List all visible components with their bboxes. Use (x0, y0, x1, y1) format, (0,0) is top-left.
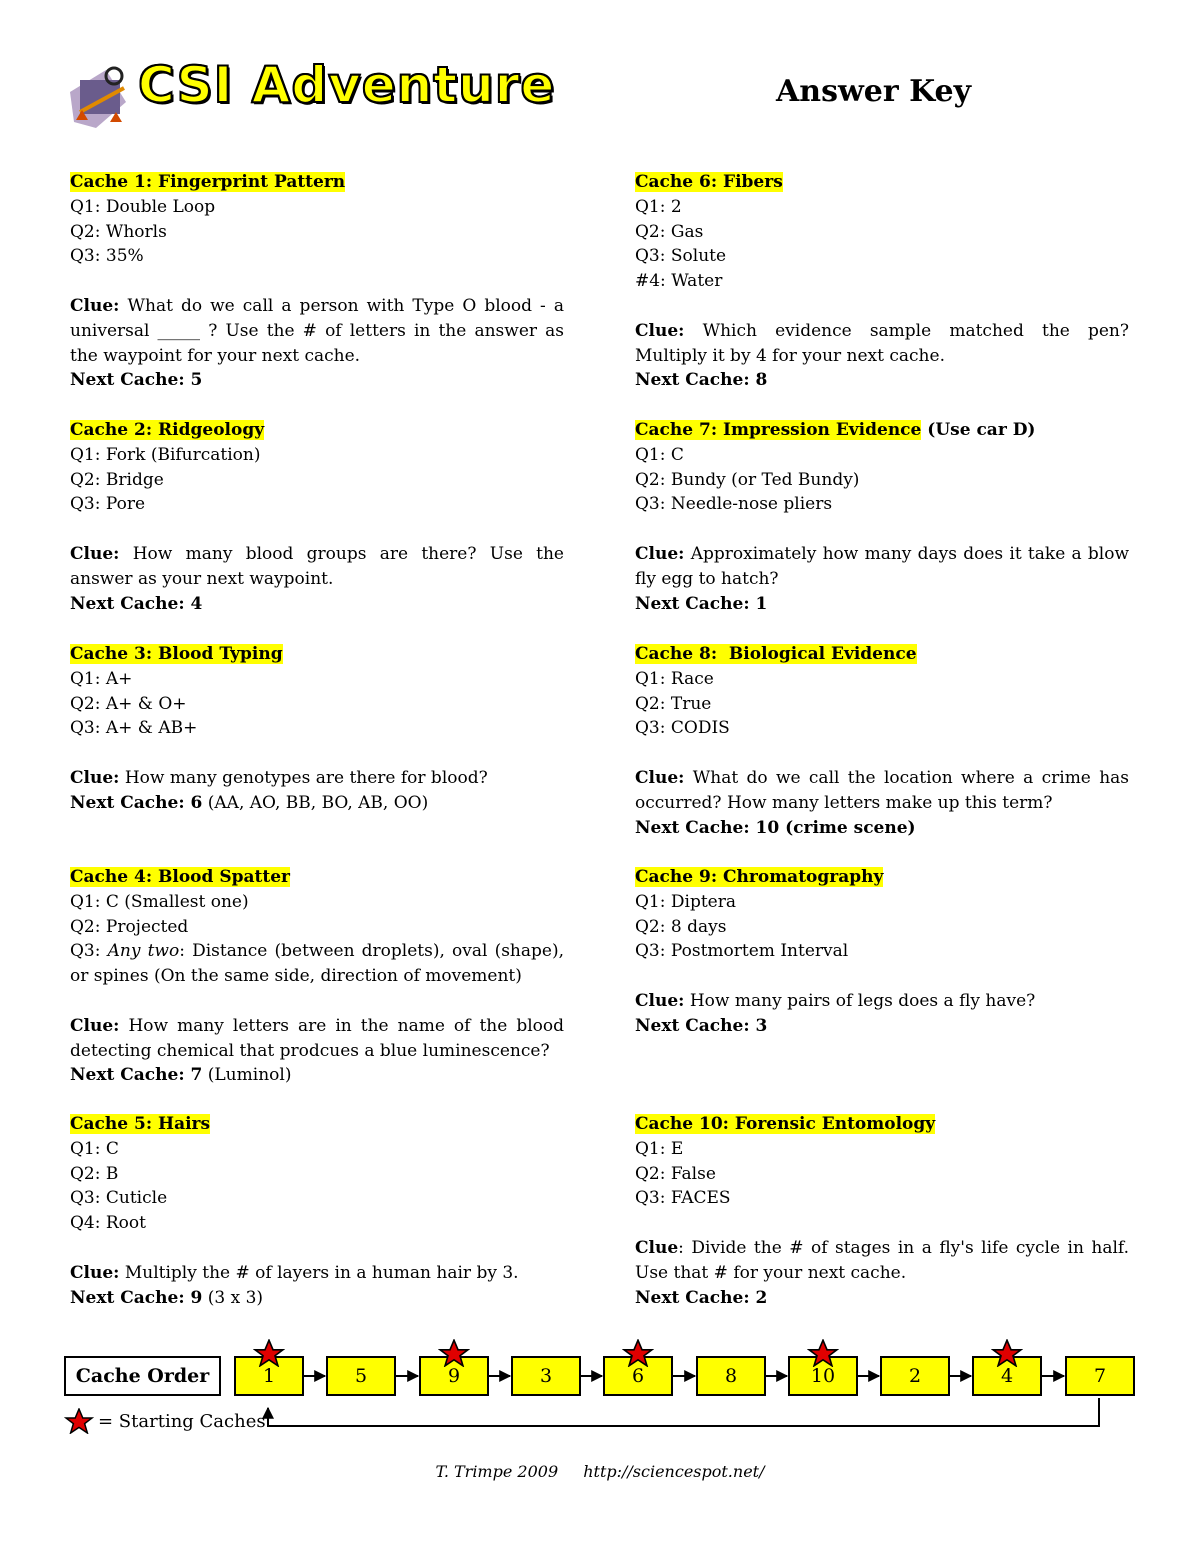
answer-line: Q2: A+ & O+ (70, 693, 187, 714)
cache-2-block (70, 418, 564, 616)
answer-line: Q2: Projected (70, 916, 189, 937)
answer-line: Q2: Bridge (70, 469, 164, 490)
footer-author: T. Trimpe 2009 (435, 1462, 559, 1481)
clue-text: Clue: What do we call a person with Type O blood - a universal _____ ? Use the # of letters in the answer as the waypoint for your next cache. (70, 295, 564, 366)
answer-line: Q4: Root (70, 1213, 146, 1234)
answer-line: Q3: Any two: Distance (between droplets), oval (shape), or spines (On the same side, direction of movement) (70, 941, 564, 987)
cache-order-box: 4 (972, 1356, 1042, 1396)
loop-back-arrow (268, 1398, 1099, 1426)
magnifier-figure-icon (70, 68, 126, 128)
answer-line: Q1: A+ (70, 668, 133, 689)
answer-line: Q2: False (635, 1163, 716, 1184)
cache-heading: Cache 1: Fingerprint Pattern (70, 172, 346, 192)
next-cache: Next Cache: 3 (635, 1015, 768, 1036)
next-cache: Next Cache: 6 (AA, AO, BB, BO, AB, OO) (70, 792, 429, 813)
cache-10-block (635, 1112, 1129, 1310)
cache-4-block (70, 865, 564, 1088)
logo-title: CSI Adventure (138, 56, 556, 114)
clue-text: Clue: Multiply the # of layers in a human hair by 3. (70, 1262, 519, 1283)
cache-order-box: 8 (696, 1356, 766, 1396)
cache-order-box: 6 (603, 1356, 673, 1396)
answer-line: Q1: C (635, 444, 684, 465)
cache-order-box: 3 (511, 1356, 581, 1396)
cache-order-box: 10 (788, 1356, 858, 1396)
cache-heading: Cache 3: Blood Typing (70, 644, 283, 664)
cache-6-block (635, 170, 1129, 393)
footer (0, 1462, 1200, 1481)
legend-text: = Starting Caches (98, 1410, 266, 1432)
answer-line: Q1: E (635, 1138, 684, 1159)
answer-line: Q1: Fork (Bifurcation) (70, 444, 261, 465)
answer-line: Q2: True (635, 693, 712, 714)
star-icon (991, 1339, 1023, 1367)
cache-heading: Cache 5: Hairs (70, 1114, 211, 1134)
clue-text: Clue: Approximately how many days does it take a blow fly egg to hatch? (635, 543, 1129, 589)
answer-line: Q2: 8 days (635, 916, 727, 937)
answer-line: Q2: Gas (635, 221, 704, 242)
cache-3-block (70, 642, 564, 816)
cache-order-label: Cache Order (64, 1356, 221, 1396)
answer-line: Q3: 35% (70, 246, 144, 267)
answer-line: Q3: CODIS (635, 718, 730, 739)
cache-heading: Cache 4: Blood Spatter (70, 867, 290, 887)
cache-heading: Cache 7: Impression Evidence (635, 420, 922, 440)
answer-line: Q1: 2 (635, 196, 682, 217)
cache-8-block (635, 642, 1129, 840)
answer-line: Q2: Bundy (or Ted Bundy) (635, 469, 860, 490)
star-icon (64, 1408, 94, 1434)
cache-order-box: 1 (234, 1356, 304, 1396)
next-cache: Next Cache: 9 (3 x 3) (70, 1287, 264, 1308)
next-cache: Next Cache: 2 (635, 1287, 768, 1308)
page-title: Answer Key (776, 74, 972, 109)
clue-text: Clue: How many pairs of legs does a fly have? (635, 990, 1036, 1011)
clue-text: Clue: Which evidence sample matched the pen? Multiply it by 4 for your next cache. (635, 320, 1129, 366)
answer-line: #4: Water (635, 271, 723, 292)
cache-heading-note: (Use car D) (921, 420, 1036, 440)
answer-line: Q1: C (Smallest one) (70, 891, 249, 912)
answer-line: Q3: Pore (70, 494, 146, 515)
cache-heading: Cache 2: Ridgeology (70, 420, 265, 440)
clue-text: Clue: Divide the # of stages in a fly's life cycle in half. Use that # for your next cache. (635, 1237, 1129, 1283)
star-icon (807, 1339, 839, 1367)
star-icon (253, 1339, 285, 1367)
cache-1-block (70, 170, 564, 393)
answer-line: Q1: Double Loop (70, 196, 216, 217)
cache-heading: Cache 10: Forensic Entomology (635, 1114, 936, 1134)
cache-7-block (635, 418, 1129, 616)
cache-order-box: 9 (419, 1356, 489, 1396)
answer-line: Q1: Diptera (635, 891, 736, 912)
answer-line: Q3: Cuticle (70, 1188, 168, 1209)
answer-line: Q2: Whorls (70, 221, 167, 242)
answer-line: Q3: A+ & AB+ (70, 718, 198, 739)
next-cache: Next Cache: 7 (Luminol) (70, 1065, 292, 1086)
next-cache: Next Cache: 5 (70, 370, 203, 391)
cache-heading: Cache 6: Fibers (635, 172, 783, 192)
next-cache: Next Cache: 4 (70, 593, 203, 614)
star-icon (622, 1339, 654, 1367)
clue-text: Clue: What do we call the location where a crime has occurred? How many letters make up this term? (635, 767, 1130, 813)
cache-order-box: 2 (880, 1356, 950, 1396)
answer-line: Q3: Solute (635, 246, 727, 267)
cache-order-box: 7 (1065, 1356, 1135, 1396)
answer-line: Q1: Race (635, 668, 714, 689)
footer-url[interactable]: http://sciencespot.net/ (583, 1462, 765, 1481)
starting-caches-legend (64, 1408, 266, 1434)
clue-text: Clue: How many letters are in the name of the blood detecting chemical that prodcues a blue luminescence? (70, 1015, 564, 1061)
star-icon (438, 1339, 470, 1367)
next-cache: Next Cache: 10 (crime scene) (635, 817, 916, 838)
answer-line: Q2: B (70, 1163, 119, 1184)
clue-text: Clue: How many genotypes are there for blood? (70, 767, 488, 788)
answer-line: Q3: FACES (635, 1188, 731, 1209)
cache-5-block (70, 1112, 564, 1310)
answer-line: Q3: Needle-nose pliers (635, 494, 833, 515)
cache-9-block (635, 865, 1129, 1039)
answer-line: Q1: C (70, 1138, 119, 1159)
next-cache: Next Cache: 1 (635, 593, 768, 614)
cache-heading: Cache 9: Chromatography (635, 867, 884, 887)
next-cache: Next Cache: 8 (635, 370, 768, 391)
clue-text: Clue: How many blood groups are there? Use the answer as your next waypoint. (70, 543, 564, 589)
answer-line: Q3: Postmortem Interval (635, 941, 849, 962)
cache-order-box: 5 (326, 1356, 396, 1396)
cache-heading: Cache 8: Biological Evidence (635, 644, 917, 664)
